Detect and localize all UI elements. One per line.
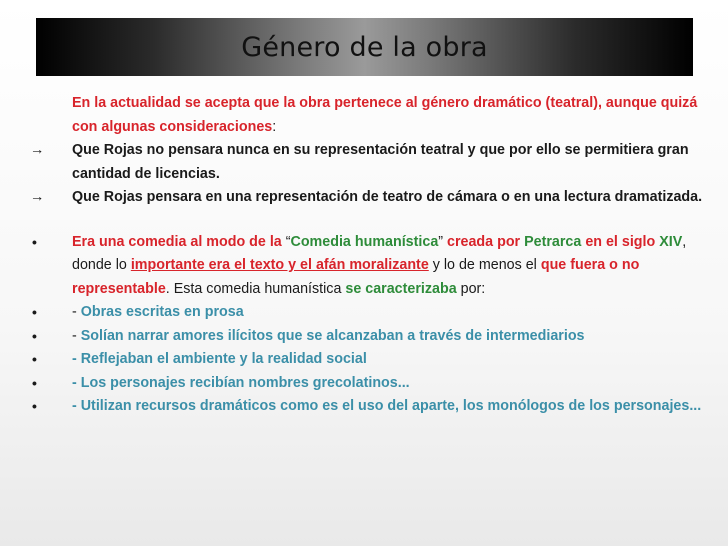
bullet-icon: •	[32, 351, 37, 367]
main-text-2: creada por	[443, 233, 525, 250]
main-text-1: Era una comedia al modo de la	[72, 233, 286, 250]
feature-dash: -	[72, 327, 81, 344]
arrow-right-icon: →	[30, 189, 45, 205]
bullet-icon: •	[32, 398, 37, 414]
intro-colon: :	[272, 118, 277, 135]
main-text-3: en el siglo	[581, 233, 660, 250]
main-bullet	[30, 231, 710, 302]
intro-paragraph	[30, 92, 710, 139]
title-bar	[36, 18, 693, 76]
feature-item	[30, 395, 710, 419]
bullet-icon: •	[32, 327, 37, 344]
quote-open: “	[285, 233, 291, 250]
bullet-icon: •	[32, 233, 37, 250]
petrarca: Petrarca	[524, 233, 582, 250]
quote-close: ”	[438, 233, 444, 250]
siglo-xiv: XIV	[659, 233, 683, 250]
bullet-icon: •	[32, 374, 37, 391]
importante-text: importante era el texto y el afán moralizante	[130, 257, 429, 273]
feature-text: - Utilizan recursos dramáticos como es el uso del aparte, los monólogos de los personajes...	[72, 398, 702, 414]
arrow-item-1	[30, 139, 710, 186]
feature-text: - Reflejaban el ambiente y la realidad social	[72, 351, 367, 367]
representable-text: que fuera o no representable	[72, 257, 640, 297]
slide-content	[30, 92, 710, 419]
intro-text: En la actualidad se acepta que la obra pertenece al género dramático (teatral), aunque quizá con algunas consideraciones	[72, 95, 698, 135]
main-text-6: . Esta comedia humanística	[165, 280, 346, 297]
slide-title: Género de la obra	[241, 31, 488, 63]
se-caracterizaba: se caracterizaba	[345, 280, 457, 297]
arrow-item-text: Que Rojas no pensara nunca en su representación teatral y que por ello se permitiera gran cantidad de licencias.	[72, 142, 689, 182]
feature-item	[30, 348, 710, 372]
main-text-7: por:	[456, 280, 486, 297]
feature-item	[30, 372, 710, 396]
spacer	[30, 210, 710, 231]
arrow-right-icon: →	[30, 142, 45, 158]
main-text-4: , donde lo	[72, 233, 687, 273]
feature-text: Solían narrar amores ilícitos que se alcanzaban a través de intermediarios	[80, 327, 585, 344]
feature-text: - Los personajes recibían nombres grecolatinos...	[72, 374, 410, 391]
bullet-icon: •	[32, 304, 37, 320]
arrow-item-2	[30, 186, 710, 210]
arrow-item-text: Que Rojas pensara en una representación de teatro de cámara o en una lectura dramatizada.	[72, 189, 703, 205]
feature-dash: -	[72, 304, 81, 320]
main-text-5: y lo de menos el	[428, 257, 541, 273]
feature-item	[30, 301, 710, 325]
comedia-humanistica: Comedia humanística	[290, 233, 439, 250]
feature-item	[30, 325, 710, 349]
feature-text: Obras escritas en prosa	[80, 304, 244, 320]
